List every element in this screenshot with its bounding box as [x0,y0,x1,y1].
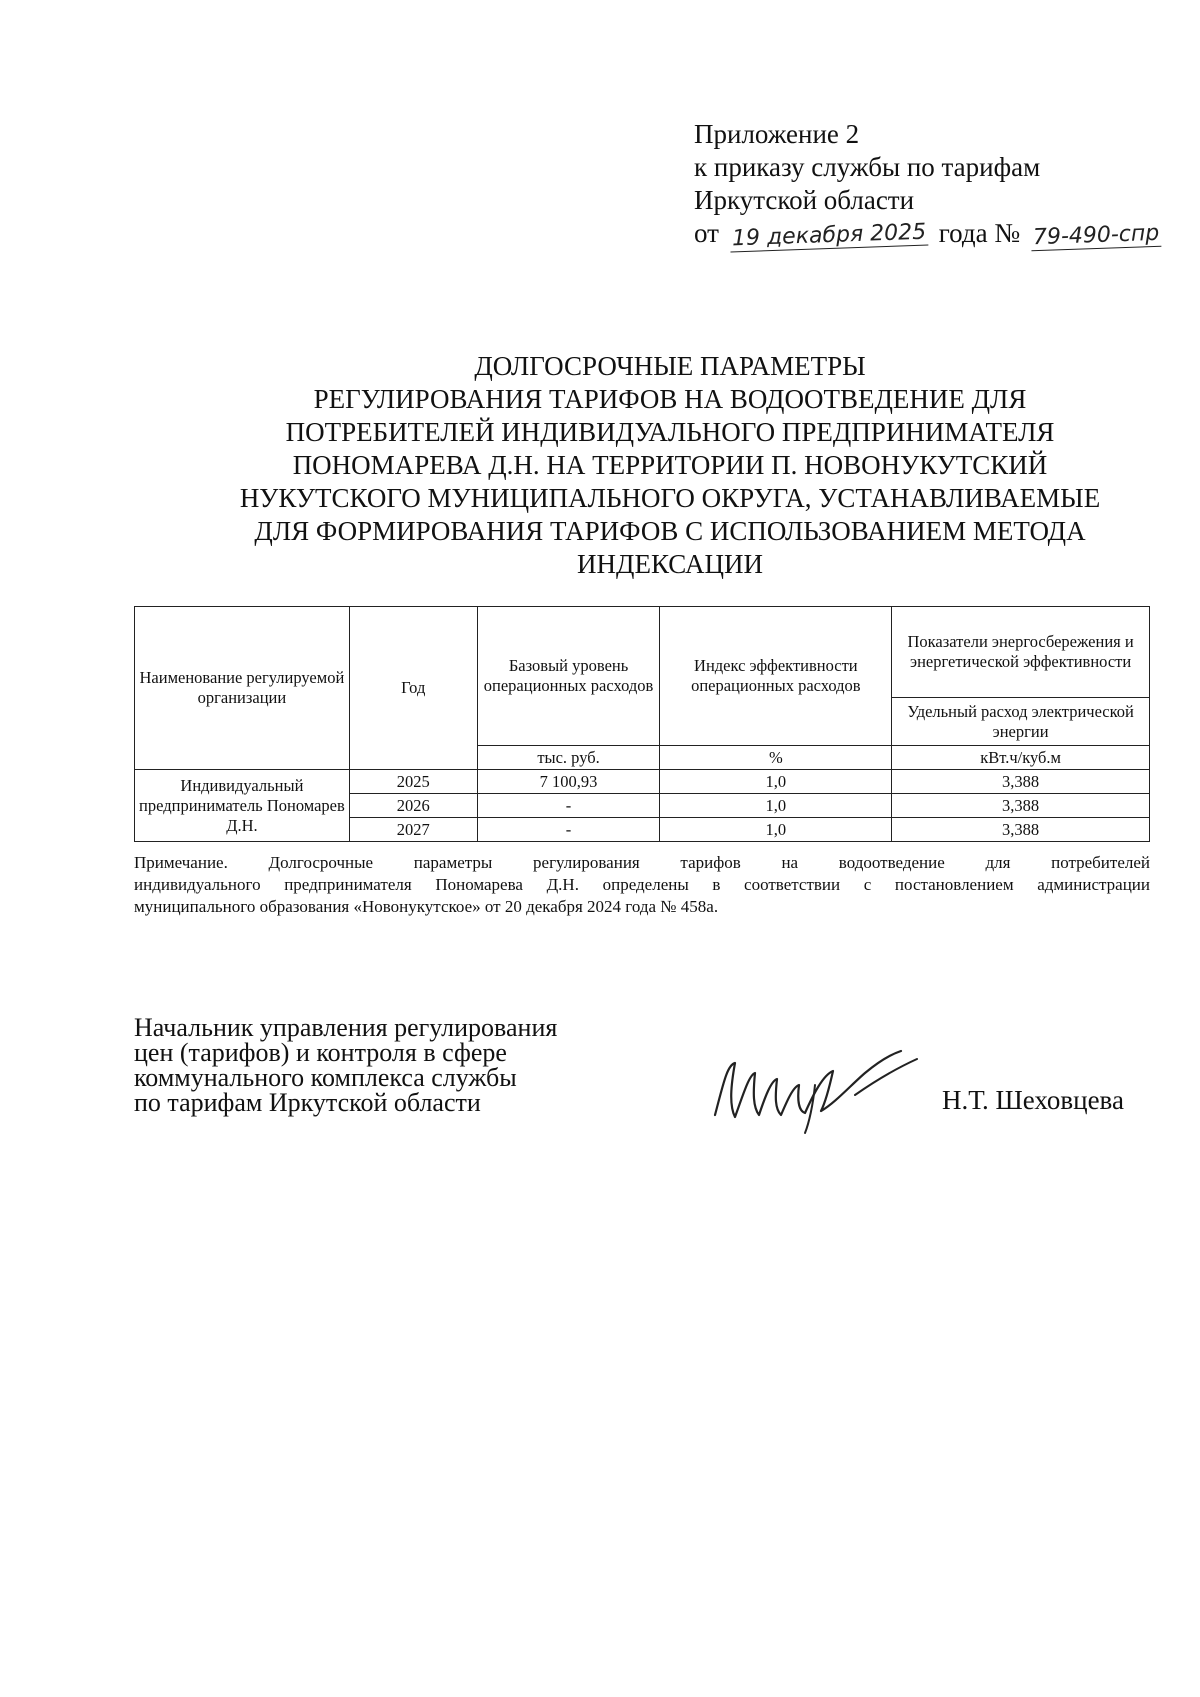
title-line: ДЛЯ ФОРМИРОВАНИЯ ТАРИФОВ С ИСПОЛЬЗОВАНИЕМ МЕТОДА [254,516,1086,546]
base-cell: - [477,794,660,818]
attachment-line-3: Иркутской области [694,185,915,215]
title-line: ИНДЕКСАЦИИ [577,549,763,579]
position-line: по тарифам Иркутской области [134,1088,481,1117]
energy-cell: 3,388 [892,818,1150,842]
index-cell: 1,0 [660,794,892,818]
attachment-header [694,118,1165,250]
signatory-position [134,1015,557,1115]
table-note [134,852,1150,918]
table-row [135,770,1150,794]
table-header-row [135,607,1150,698]
goda-label: года № [938,218,1021,248]
attachment-line-1: Приложение 2 [694,119,860,149]
note-line: индивидуального предпринимателя Пономарева Д.Н. определены в соответствии с постановлением администрации [134,875,1150,894]
header-org: Наименование регулируемой организации [135,607,350,770]
handwritten-signature [705,1045,925,1135]
handwritten-number: 79-490-спр [1030,222,1161,252]
header-energy-sub: Удельный расход электрической энергии [892,698,1150,746]
index-cell: 1,0 [660,818,892,842]
note-line: Примечание. Долгосрочные параметры регулирования тарифов на водоотведение для потребителей [134,853,1150,872]
position-line: Начальник управления регулирования [134,1013,558,1042]
header-energy-group: Показатели энергосбережения и энергетической эффективности [892,607,1150,698]
title-line: РЕГУЛИРОВАНИЯ ТАРИФОВ НА ВОДООТВЕДЕНИЕ ДЛЯ [313,384,1027,414]
unit-base: тыс. руб. [477,746,660,770]
title-line: ПОТРЕБИТЕЛЕЙ ИНДИВИДУАЛЬНОГО ПРЕДПРИНИМАТЕЛЯ [285,417,1055,447]
header-base: Базовый уровень операционных расходов [477,607,660,746]
base-cell: 7 100,93 [477,770,660,794]
parameters-table [134,606,1150,842]
year-cell: 2026 [349,794,477,818]
index-cell: 1,0 [660,770,892,794]
ot-label: от [694,218,719,248]
year-cell: 2027 [349,818,477,842]
header-year: Год [349,607,477,770]
position-line: коммунального комплекса службы [134,1063,517,1092]
energy-cell: 3,388 [892,794,1150,818]
title-line: ДОЛГОСРОЧНЫЕ ПАРАМЕТРЫ [474,351,866,381]
org-name-cell: Индивидуальный предприниматель Пономарев Д.Н. [135,770,350,842]
document-title [130,350,1200,581]
unit-index: % [660,746,892,770]
energy-cell: 3,388 [892,770,1150,794]
title-line: ПОНОМАРЕВА Д.Н. НА ТЕРРИТОРИИ П. НОВОНУКУТСКИЙ [292,450,1048,480]
base-cell: - [477,818,660,842]
header-index: Индекс эффективности операционных расходов [660,607,892,746]
handwritten-date: 19 декабря 2025 [729,221,928,253]
position-line: цен (тарифов) и контроля в сфере [134,1038,507,1067]
year-cell: 2025 [349,770,477,794]
attachment-line-2: к приказу службы по тарифам [694,152,1041,182]
unit-energy: кВт.ч/куб.м [892,746,1150,770]
signatory-name: Н.Т. Шеховцева [942,1085,1124,1115]
attachment-line-4 [694,217,1165,250]
note-line: муниципального образования «Новонукутское» от 20 декабря 2024 года № 458а. [134,897,719,916]
title-line: НУКУТСКОГО МУНИЦИПАЛЬНОГО ОКРУГА, УСТАНАВЛИВАЕМЫЕ [239,483,1101,513]
